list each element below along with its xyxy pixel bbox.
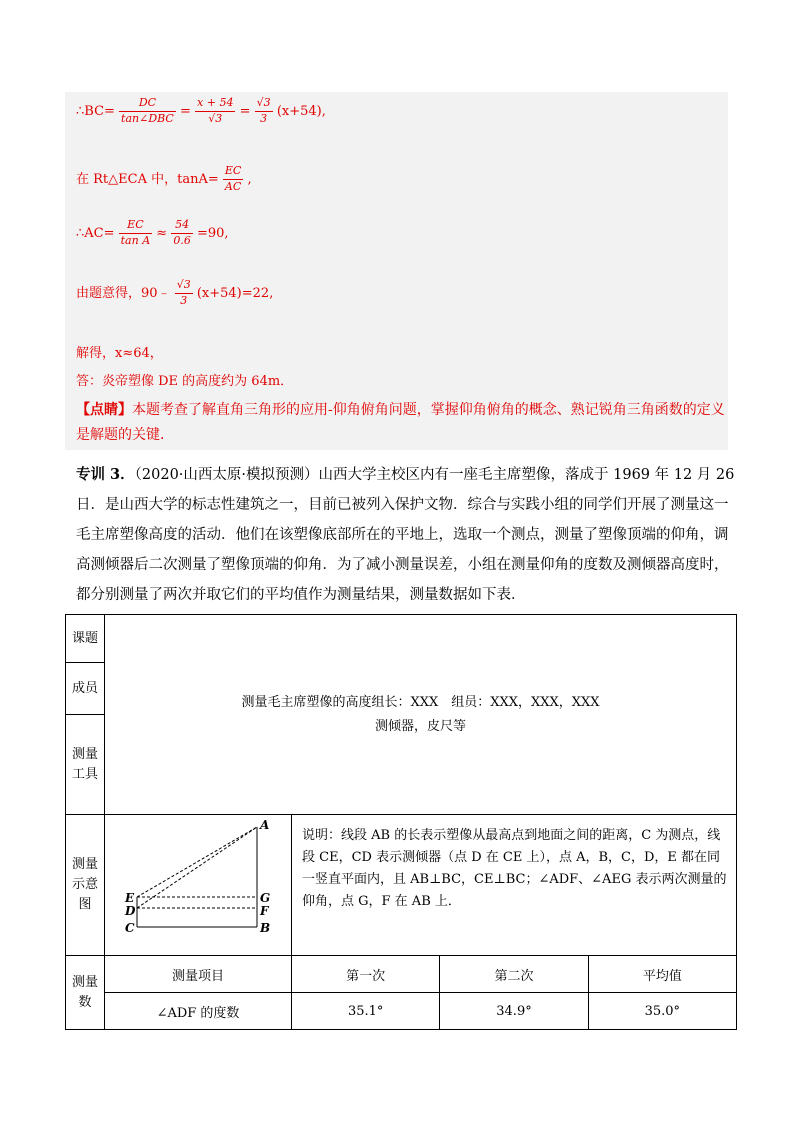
fraction-dc-tan: $\frac{DC}{\text{tan∠DBC}}$ xyxy=(121,96,174,125)
label-f: F xyxy=(260,904,269,918)
key-point-note xyxy=(76,398,728,448)
fraction-x54-sqrt3: $\frac{x + 54}{√3}$ xyxy=(197,96,234,125)
solution-line-2: 在 Rt△ECA 中，tanA= $\frac{EC}{AC}$ , xyxy=(76,164,252,193)
solution-line-5: 解得，x≈64， xyxy=(76,346,163,361)
solution-answer: 答：炎帝塑像 DE 的高度约为 64m． xyxy=(76,374,294,389)
measurement-table xyxy=(65,614,737,1030)
header-second: 第二次 xyxy=(440,956,588,993)
measurement-diagram xyxy=(105,815,291,951)
label-c: C xyxy=(125,921,135,935)
header-average: 平均值 xyxy=(588,956,736,993)
fraction-sqrt3-3b: $\frac{√3}{3}$ xyxy=(176,278,191,307)
label-d: D xyxy=(125,904,136,918)
solution-line-3: ∴AC= $\frac{EC}{\text{tan A}}$ ≈ $\frac{54}{0.6}$ =90, xyxy=(76,218,229,247)
cell-average-value: 35.0° xyxy=(588,993,736,1030)
label-g: G xyxy=(260,891,271,905)
fraction-54-06: $\frac{54}{0.6}$ xyxy=(173,218,191,247)
row-label-topic: 课题 xyxy=(66,615,105,663)
tools-text: 测倾器，皮尺等 xyxy=(374,718,466,734)
bc-prefix: ∴BC= xyxy=(76,103,115,119)
key-point-tag: 【点睛】 xyxy=(76,402,132,418)
fraction-sqrt3-3: $\frac{√3}{3}$ xyxy=(256,96,271,125)
topic-members-text: 测量毛主席塑像的高度组长：XXX 组员：XXX，XXX，XXX xyxy=(241,694,600,710)
row-label-tools: 测量工具 xyxy=(66,715,105,815)
measurement-diagram-cell xyxy=(105,815,292,956)
solution-line-4: 由题意得，90﹣ $\frac{√3}{3}$ (x+54)=22, xyxy=(76,278,274,307)
diagram-description: 说明：线段 AB 的长表示塑像从最高点到地面之间的距离，C 为测点，线段 CE，CD 表示测倾器（点 D 在 CE 上），点 A，B，C，D，E 都在同一竖直平面内，且 AB⊥BC，CE⊥BC；∠ADF、∠AEG 表示两次测量的仰角，点 G，F 在 AB 上． xyxy=(292,815,737,956)
problem-statement xyxy=(76,460,736,610)
cell-second-value: 34.9° xyxy=(440,993,588,1030)
cell-first-value: 35.1° xyxy=(292,993,440,1030)
header-item: 测量项目 xyxy=(105,956,292,993)
fraction-ec-ac: $\frac{EC}{AC}$ xyxy=(224,164,242,193)
fraction-ec-tana: $\frac{EC}{\text{tan A}}$ xyxy=(120,218,151,247)
label-a: A xyxy=(260,818,270,832)
problem-label: 专训 3． xyxy=(76,466,135,483)
header-first: 第一次 xyxy=(292,956,440,993)
label-b: B xyxy=(260,921,271,935)
problem-text: （2020·山西太原·模拟预测）山西大学主校区内有一座毛主席塑像，落成于 1969 年 12 月 26 日．是山西大学的标志性建筑之一，目前已被列入保护文物．综合与实践小组的同学们开展了测量这一毛主席塑像高度的活动．他们在该塑像底部所在的平地上，选取一个测点，测量了塑像顶端的仰角，调高测倾器后二次测量了塑像顶端的仰角．为了减小测量误差，小组在测量仰角的度数及测倾器高度时，都分别测量了两次并取它们的平均值作为测量结果，测量数据如下表． xyxy=(76,467,735,603)
cell-angle-adf: ∠ADF 的度数 xyxy=(105,993,292,1030)
row-label-members: 成员 xyxy=(66,663,105,715)
key-point-text: 本题考查了解直角三角形的应用-仰角俯角问题，掌握仰角俯角的概念、熟记锐角三角函数的定义是解题的关键． xyxy=(76,402,725,443)
row-label-data: 测量数 xyxy=(66,956,105,1030)
topic-members-tools-cell xyxy=(105,615,737,815)
label-e: E xyxy=(125,891,135,905)
row-label-diagram: 测量示意图 xyxy=(66,815,105,956)
solution-line-1: ∴BC= $\frac{DC}{\text{tan∠DBC}}$ = $\frac{x + 54}{√3}$ = $\frac{√3}{3}$ (x+54), xyxy=(76,96,326,125)
solution-panel xyxy=(65,92,728,450)
